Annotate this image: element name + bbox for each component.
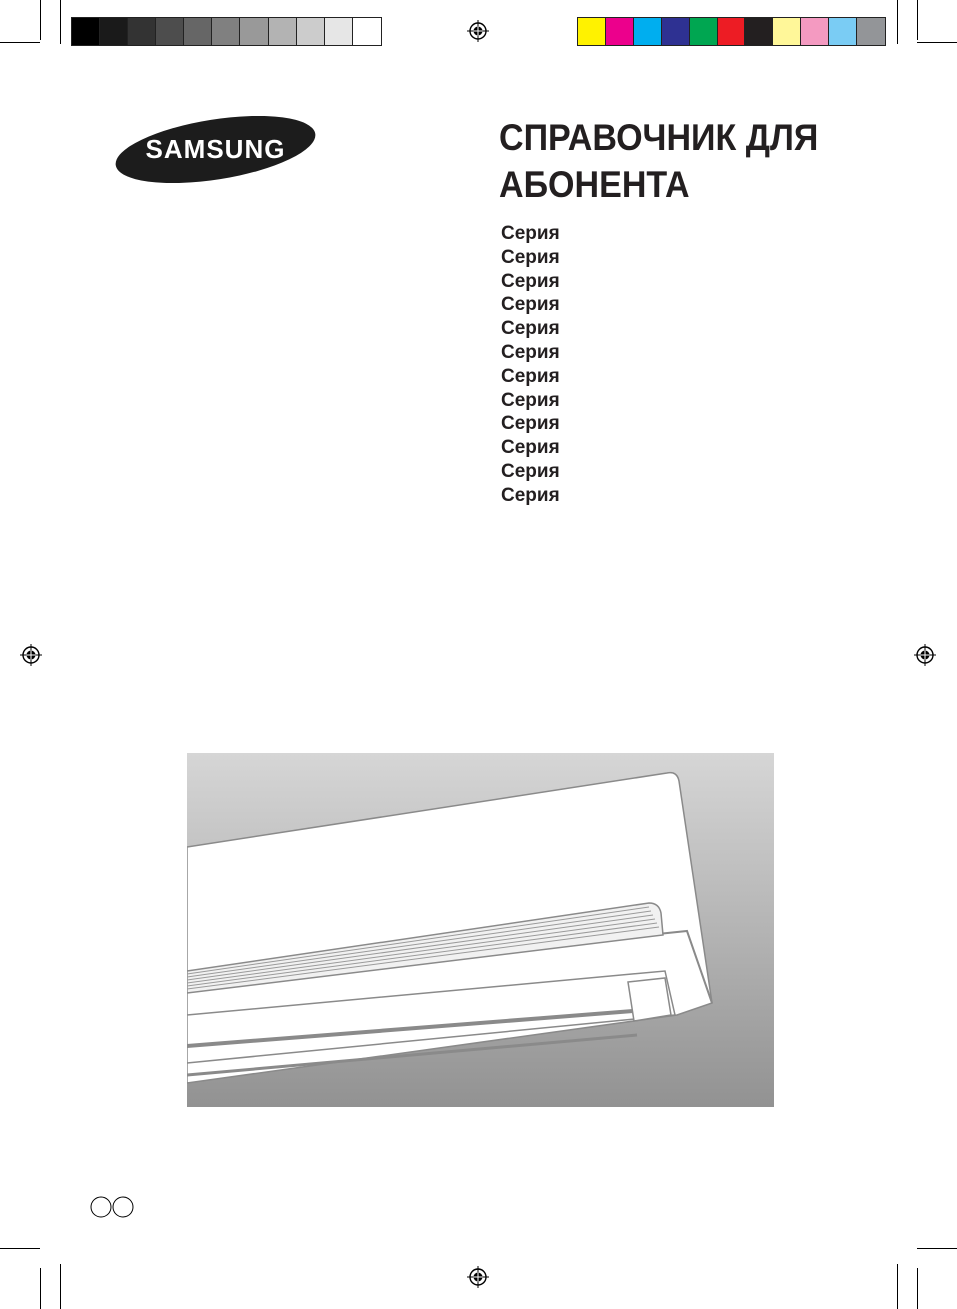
- crop-mark: [60, 1264, 61, 1309]
- series-item: Серия: [501, 484, 560, 506]
- series-item: Серия: [501, 246, 560, 268]
- color-swatch: [606, 18, 634, 45]
- crop-mark: [0, 1248, 40, 1249]
- color-swatch: [829, 18, 857, 45]
- series-item: Серия: [501, 389, 560, 411]
- color-swatch: [240, 18, 268, 45]
- series-item: Серия: [501, 341, 560, 363]
- series-item: Серия: [501, 223, 560, 244]
- crop-mark: [40, 1268, 41, 1309]
- crop-mark: [40, 0, 41, 40]
- series-item: Серия: [501, 318, 560, 340]
- color-swatch: [325, 18, 353, 45]
- series-item: Серия: [501, 270, 560, 292]
- air-conditioner-illustration: [187, 753, 774, 1107]
- crop-mark: [917, 1268, 918, 1309]
- crop-mark: [897, 0, 898, 44]
- series-item: Серия: [501, 365, 560, 387]
- language-marker-icon: [90, 1196, 136, 1218]
- registration-mark-icon: [914, 644, 936, 666]
- color-swatch: [297, 18, 325, 45]
- title-line-2: АБОНЕНТА: [499, 164, 690, 205]
- color-swatch: [662, 18, 690, 45]
- series-item: Серия: [501, 437, 560, 459]
- series-item: Серия: [501, 294, 560, 316]
- registration-mark-icon: [467, 1266, 489, 1288]
- series-list: [501, 222, 560, 508]
- color-swatch: [72, 18, 100, 45]
- crop-mark: [0, 42, 40, 43]
- series-item: Серия: [501, 413, 560, 435]
- grayscale-color-bar: [71, 17, 382, 46]
- color-swatch: [212, 18, 240, 45]
- logo-text: SAMSUNG: [145, 134, 286, 164]
- series-item: Серия: [501, 460, 560, 482]
- crop-mark: [917, 42, 957, 43]
- registration-mark-icon: [467, 20, 489, 42]
- color-swatch: [269, 18, 297, 45]
- color-swatch: [801, 18, 829, 45]
- color-swatch: [745, 18, 773, 45]
- color-swatch: [184, 18, 212, 45]
- color-swatch: [773, 18, 801, 45]
- color-swatch: [634, 18, 662, 45]
- title-line-1: СПРАВОЧНИК ДЛЯ: [499, 117, 819, 158]
- registration-mark-icon: [20, 644, 42, 666]
- samsung-logo: [113, 116, 318, 183]
- color-swatch: [128, 18, 156, 45]
- process-color-bar: [577, 17, 886, 46]
- crop-mark: [917, 1248, 957, 1249]
- color-swatch: [690, 18, 718, 45]
- color-swatch: [857, 18, 885, 45]
- crop-mark: [917, 0, 918, 40]
- color-swatch: [353, 18, 381, 45]
- crop-mark: [897, 1264, 898, 1309]
- color-swatch: [100, 18, 128, 45]
- color-swatch: [718, 18, 746, 45]
- crop-mark: [60, 0, 61, 44]
- page-title: [499, 114, 904, 208]
- color-swatch: [156, 18, 184, 45]
- color-swatch: [578, 18, 606, 45]
